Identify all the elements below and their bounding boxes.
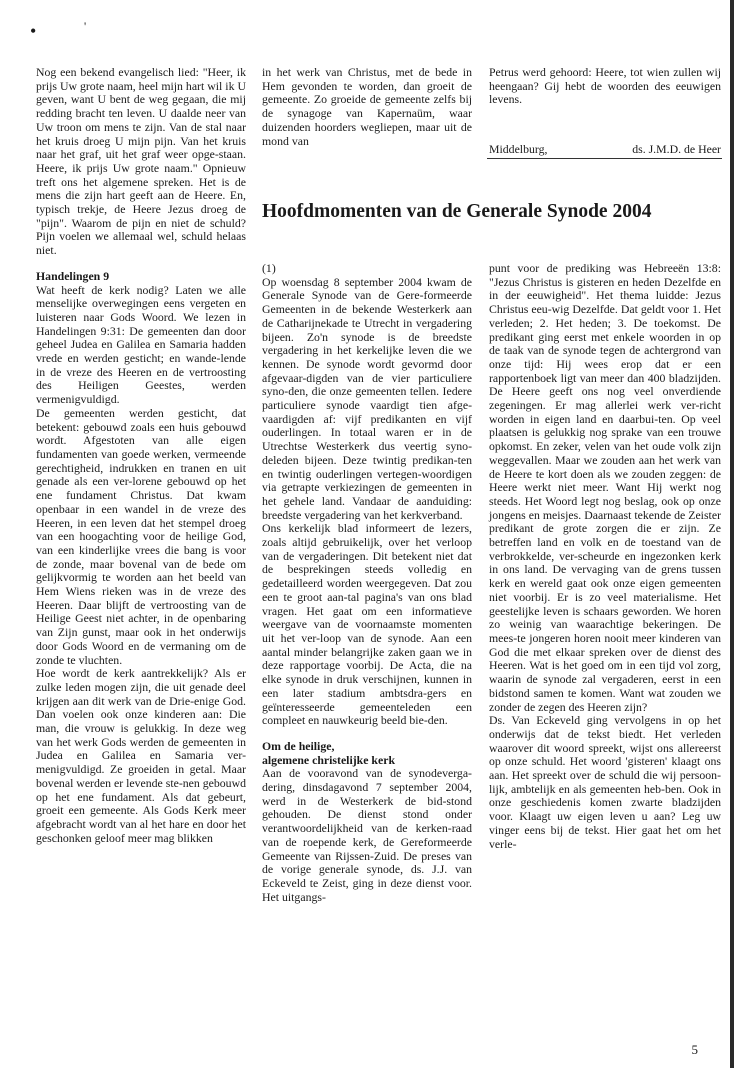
place: Middelburg, xyxy=(489,142,548,156)
article-right-column xyxy=(489,262,721,851)
paragraph: punt voor de prediking was Hebreeën 13:8: "Jezus Christus is gisteren en heden Dezelfde en in der eeuwigheid". Het thema luidde: Jezus Christus eeu-wig Dezelfde. Dat geldt voor 1. Het verleden; 2. Het heden; 3. De toekomst. De predikant ging eerst met enkele woorden in op de taak van de synode tegen de achtergrond van onze tijd: Hij wees erop dat er een rapportenboek ligt van meer dan 400 bladzijden. De Heere geeft ons nog veel onverdiende zegeningen. Er mag allerlei werk ver-richt worden in eigen land en daarbui-ten. Op veel plaatsen is gelukkig nog sprake van een trouwe opkomst. En zeker, velen van het oude volk zijn weggevallen. Maar we zouden aan het werk van de Heere te kort doen als we zouden zeggen: de Heere werkt niet meer. Want Hij werkt nog steeds. Het Woord legt nog beslag, ook op onze jongens en meisjes. Daarnaast tekende de Zeister predikant de grote zorgen die er zijn. Ze betreffen land en volk en de toestand van de verbrokkelde, ver-scheurde en ingezonken kerk in ons land. De vervaging van de grens tussen kerk en wereld gaat ook onze eigen gemeenten niet voorbij. Er is zo veel materialisme. Het geestelijke leven is schaars geworden. We horen zo weinig van waarachtige bekeringen. De mees-te jongeren horen nooit meer kinderen van God die met elkaar spreken over de dienst des Heeren. Wat is het goed om in een tijd vol zorg, waarin de synode zal vergaderen, eerst in een bidstond samen te komen. Want wat zouden we zonder de zegen des Heeren zijn? xyxy=(489,261,721,714)
paragraph: Nog een bekend evangelisch lied: "Heer, ik prijs Uw grote naam, heel mijn hart wil ik U geven, want U bent de weg gegaan, die mij redding bracht ten leven. U daalde neer van Uw troon om mens te zijn. Van de stal naar het kruis droeg U mijn pijn. Van het kruis naar het graf, uit het graf weer opge-staan. Heere, ik prijs Uw grote naam." Opnieuw treft ons het algemene spreken. Het is de mens die zijn hart geeft aan de Heere. En, typisch trekje, de Heere Jezus droeg de "pijn". Waarom de pijn en niet de schuld? Pijn voelen we allemaal wel, schuld helaas niet. xyxy=(36,65,246,258)
paragraph: Op woensdag 8 september 2004 kwam de Generale Synode van de Gere-formeerde Gemeenten in de bekende Westerkerk aan de Catharijnekade te Utrecht in vergadering bijeen. Zo'n synode is de breedste vergadering in het kerkelijke leven die we kennen. De synode wordt gevormd door afgevaar-digden van de vier particuliere syno-den, die onze gemeenten tellen. Iedere particuliere synode vaardigt tien afge-vaardigden af: vijf predikanten en vijf ouderlingen. In totaal waren er in de Utrechtse Westerkerk dus veertig syno-deleden bijeen. Deze twintig predikan-ten en twintig ouderlingen vertegen-woordigen via getrapte verkiezingen de gemeenten in het gehele land. Vandaar de aanduiding: breedste vergadering van het kerkverband. xyxy=(262,274,472,522)
paragraph: Ons kerkelijk blad informeert de lezers, zoals altijd gebruikelijk, over het verloop van de vergaderingen. Dit betekent niet dat de besprekingen steeds volledig en gedetailleerd worden weergegeven. Dat zou een te groot aan-tal pagina's van ons blad vragen. Het gaat om een informatieve weergave van de voornaamste momenten uit het ver-loop van de synode. Aan een aantal minder belangrijke zaken gaan we in deze rapportage voorbij. De Acta, die na elke synode in druk verschijnen, kunnen in een later stadium ambtsdra-gers en geïnteresseerde gemeenteleden een compleet en nauwkeurig beeld bie-den. xyxy=(262,521,472,728)
paragraph: Petrus werd gehoord: Heere, tot wien zullen wij heengaan? Gij hebt de woorden des eeuwigen levens. xyxy=(489,65,721,107)
article-middle-column xyxy=(262,262,472,904)
section-heading: algemene christelijke kerk xyxy=(262,752,396,767)
middle-top-column xyxy=(262,66,472,148)
paragraph: in het werk van Christus, met de bede in Hem gevonden te worden, dan groeit de gemeente. Zo groeide de gemeente zelfs bij de synagoge van Kapernaüm, waar duizenden hoorders wegliepen, maar uit de mond van xyxy=(262,65,472,148)
article-title: Hoofdmomenten van de Generale Synode 2004 xyxy=(262,201,652,222)
page-edge xyxy=(730,0,734,1068)
left-column xyxy=(36,66,246,845)
paragraph: De gemeenten werden gesticht, dat betekent: gebouwd zoals een huis gebouwd wordt. Afgestoten van alle eigen fundamenten van goede werken, vermeende gerechtigheid, indrukken en tranen en uit genade als een ver-lorene gebouwd op het ene fundament Christus. Dat kwam openbaar in een wandel in de vreze des Heeren, in een leven dat het stempel droeg van een hoogachting voor de heilige God, van een kinderlijke vrees die bang is voor de zonde, maar bovenal van de bede om gelijkvormig te worden aan het beeld van Hem Wiens rieken was in de vreze des Heeren. Daar blijft de vertroosting van de Heilige Geest niet achter, in de openbaring van Zijn gunst, maar ook in het onderwijs door Gods Woord en de vermaning om de zonde te vluchten. xyxy=(36,405,246,667)
paragraph: Ds. Van Eckeveld ging vervolgens in op het onderwijs dat de tekst biedt. Het verleden waarover dit woord spreekt, wijst ons allereerst op onze schuld. Het woord 'gisteren' klaagt ons aan. Het spreekt over de schuld die wij persoon-lijk, ambtelijk en als gemeenten heb-ben. Ook in onze geschiedenis komen zwarte bladzijden voor. Klaagt uw eigen leven u aan? Leg uw vinger eens bij de tekst. Hier gaat het om het verle- xyxy=(489,713,721,851)
right-top-column xyxy=(489,66,721,107)
paragraph: Wat heeft de kerk nodig? Laten we alle menselijke overwegingen eens vergeten en luisteren naar Gods Woord. We lezen in Handelingen 9:31: De gemeenten dan door geheel Judea en Galilea en Samaria hadden vrede en werden gesticht; en wande-lende in de vreze des Heeren en de vertroosting des Heiligen Geestes, werden vermenigvuldigd. xyxy=(36,282,246,407)
paragraph: Aan de vooravond van de synodevergа-dering, dinsdagavond 7 september 2004, werd in de Westerkerk de bid-stond gehouden. De dienst stond onder verantwoordelijkheid van de kerken-raad van de roepende kerk, de Gereformeerde Gemeente van Rijssen-Zuid. De preses van de vorige generale synode, ds. J.J. van Eckeveld te Zeist, ging in deze dienst voor. Het uitgangs- xyxy=(262,766,472,904)
section-heading: Om de heilige, xyxy=(262,738,335,753)
page-number: 5 xyxy=(691,1042,698,1057)
corner-dot: • xyxy=(30,21,37,41)
article-number: (1) xyxy=(262,261,276,275)
section-heading: Handelingen 9 xyxy=(36,268,110,283)
paragraph: Hoe wordt de kerk aantrekkelijk? Als er zulke leden mogen zijn, die uit genade deel krijgen aan dit werk van de Drie-enige God. Dan voelen ook onze kinderen aan: Die man, die vrouw is gelukkig. In deze weg van het werk Gods werden de gemeenten in Judea en Galilea en Samaria ver-menigvuldigd. Ze groeiden in getal. Maar bovenal werden er levende ste-nen gebouwd op het ene fundament. Als dat gebeurt, groeit een gemeente. Als Gods Kerk meer afgebracht wordt van al het hare en door het geschonken geloof meer mag blikken xyxy=(36,666,246,845)
author: ds. J.M.D. de Heer xyxy=(632,142,721,156)
signature-line xyxy=(489,142,721,157)
divider-rule xyxy=(487,158,722,159)
corner-tick: ' xyxy=(84,19,87,33)
